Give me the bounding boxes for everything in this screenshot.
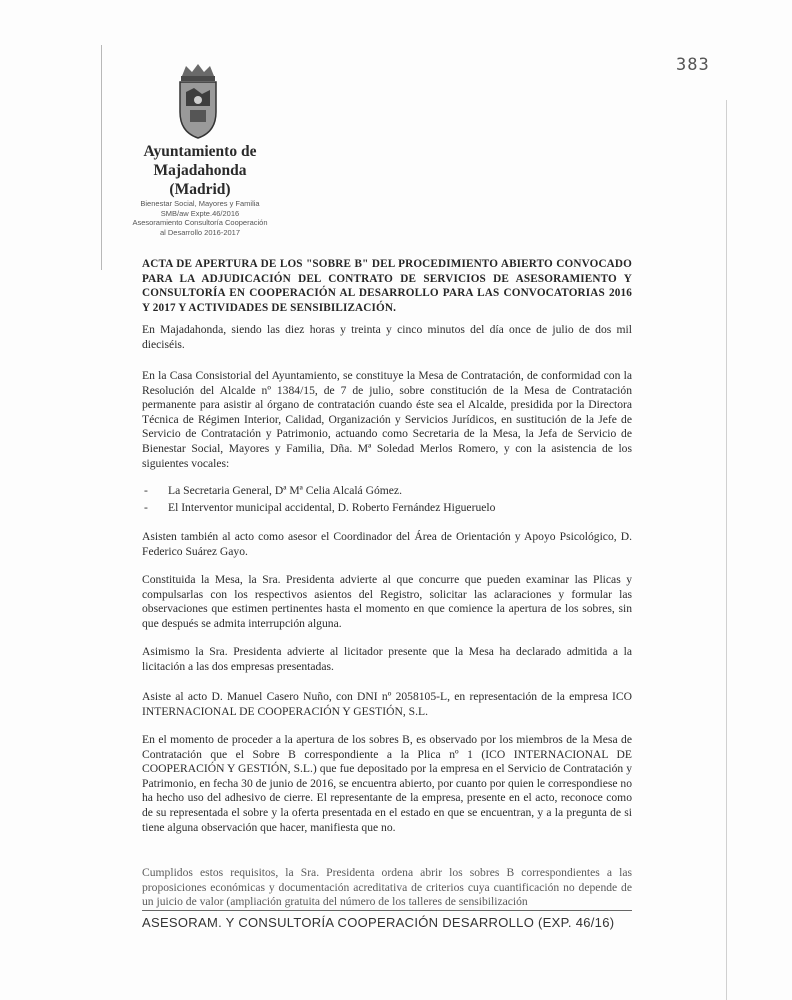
- page-number: 383: [676, 55, 710, 75]
- paragraph-requirements: Cumplidos estos requisitos, la Sra. Presidenta ordena abrir los sobres B correspondientes a las proposiciones económicas y documentación acreditativa de criterios cuya cuantificación no depende de un juicio de valor (ampliación gratuita del número de los talleres de sensibilización: [142, 866, 632, 909]
- municipality-line-2: Majadahonda: [153, 162, 247, 179]
- vocales-list: [142, 483, 632, 516]
- margin-line-right: [726, 100, 727, 1000]
- subject-line-1: Asesoramiento Consultoría Cooperación: [132, 218, 268, 227]
- footer-divider: [142, 910, 632, 911]
- document-title: ACTA DE APERTURA DE LOS "SOBRE B" DEL PROCEDIMIENTO ABIERTO CONVOCADO PARA LA ADJUDICACIÓN DEL CONTRATO DE SERVICIOS DE ASESORAMIENTO Y CONSULTORÍA EN COOPERACIÓN AL DESARROLLO PARA LAS CONVOCATORIAS 2016 Y 2017 Y ACTIVIDADES DE SENSIBILIZACIÓN.: [142, 258, 632, 314]
- municipality-line-3: (Madrid): [169, 181, 231, 198]
- paragraph-advisor: Asisten también al acto como asesor el Coordinador del Área de Orientación y Apoyo Psicológico, D. Federico Suárez Gayo.: [142, 530, 632, 558]
- file-reference-line: SMB/aw Expte.46/2016: [160, 208, 240, 218]
- list-item: [142, 500, 632, 517]
- paragraph-constitution: En la Casa Consistorial del Ayuntamiento, se constituye la Mesa de Contratación, de conformidad con la Resolución del Alcalde nº 1384/15, de 7 de julio, sobre constitución de la Mesa de Contratación permanente para asistir al órgano de contratación cuando éste sea el Alcalde, presidida por la Directora Técnica de Régimen Interior, Calidad, Organización y Servicios Jurídicos, en sustitución de la Jefe de Servicio de Contratación y Patrimonio, actuando como Secretaria de la Mesa, la Jefa de Servicio de Bienestar Social, Mayores y Familia, Dña. Mª Soledad Merlos Romero, y con la asistencia de los siguientes vocales:: [142, 369, 632, 470]
- list-item: [142, 483, 632, 500]
- paragraph-opening: En Majadahonda, siendo las diez horas y treinta y cinco minutos del día once de julio de dos mil dieciséis.: [142, 323, 632, 351]
- department-line: Bienestar Social, Mayores y Familia: [140, 199, 260, 208]
- letterhead: [110, 142, 290, 237]
- paragraph-attendee: Asiste al acto D. Manuel Casero Nuño, con DNI nº 2058105-L, en representación de la empresa ICO INTERNACIONAL DE COOPERACIÓN Y GESTIÓN, S.L.: [142, 690, 632, 718]
- list-item-text: La Secretaria General, Dª Mª Celia Alcalá Gómez.: [168, 484, 402, 497]
- bullet-marker: -: [144, 484, 148, 497]
- paragraph-examination: Constituida la Mesa, la Sra. Presidenta advierte al que concurre que pueden examinar las Plicas y compulsarlas con los respectivos asientos del Registro, solicitar las aclaraciones y formular las observaciones que estimen pertinentes hasta el momento en que comience la apertura de los sobres, sin que después se admita interrupción alguna.: [142, 573, 632, 630]
- subject-line-2: al Desarrollo 2016-2017: [159, 227, 241, 237]
- margin-line: [101, 45, 102, 270]
- paragraph-envelope-opening: En el momento de proceder a la apertura de los sobres B, es observado por los miembros de la Mesa de Contratación que el Sobre B correspondiente a la Plica nº 1 (ICO INTERNACIONAL DE COOPERACIÓN Y GESTIÓN, S.L.) que fue depositado por la empresa en el Servicio de Contratación y Patrimonio, en fecha 30 de junio de 2016, se encuentra abierto, por cuanto por quien le correspondiese no ha hecho uso del adhesivo de cierre. El representante de la empresa, presente en el acto, reconoce como de su representada el sobre y la oferta presentada en el estado en que se encuentran, y a la pregunta de si tiene alguna observación que hacer, manifiesta que no.: [142, 733, 633, 834]
- municipality-line-1: Ayuntamiento de: [143, 143, 257, 160]
- paragraph-admission: Asimismo la Sra. Presidenta advierte al licitador presente que la Mesa ha declarado admitida a la licitación a las dos empresas presentadas.: [142, 645, 632, 673]
- coat-of-arms-icon: [172, 62, 224, 140]
- footer-reference: ASESORAM. Y CONSULTORÍA COOPERACIÓN DESARROLLO (EXP. 46/16): [142, 915, 615, 930]
- bullet-marker: -: [144, 500, 148, 514]
- list-item-text: El Interventor municipal accidental, D. Roberto Fernández Higueruelo: [168, 500, 496, 514]
